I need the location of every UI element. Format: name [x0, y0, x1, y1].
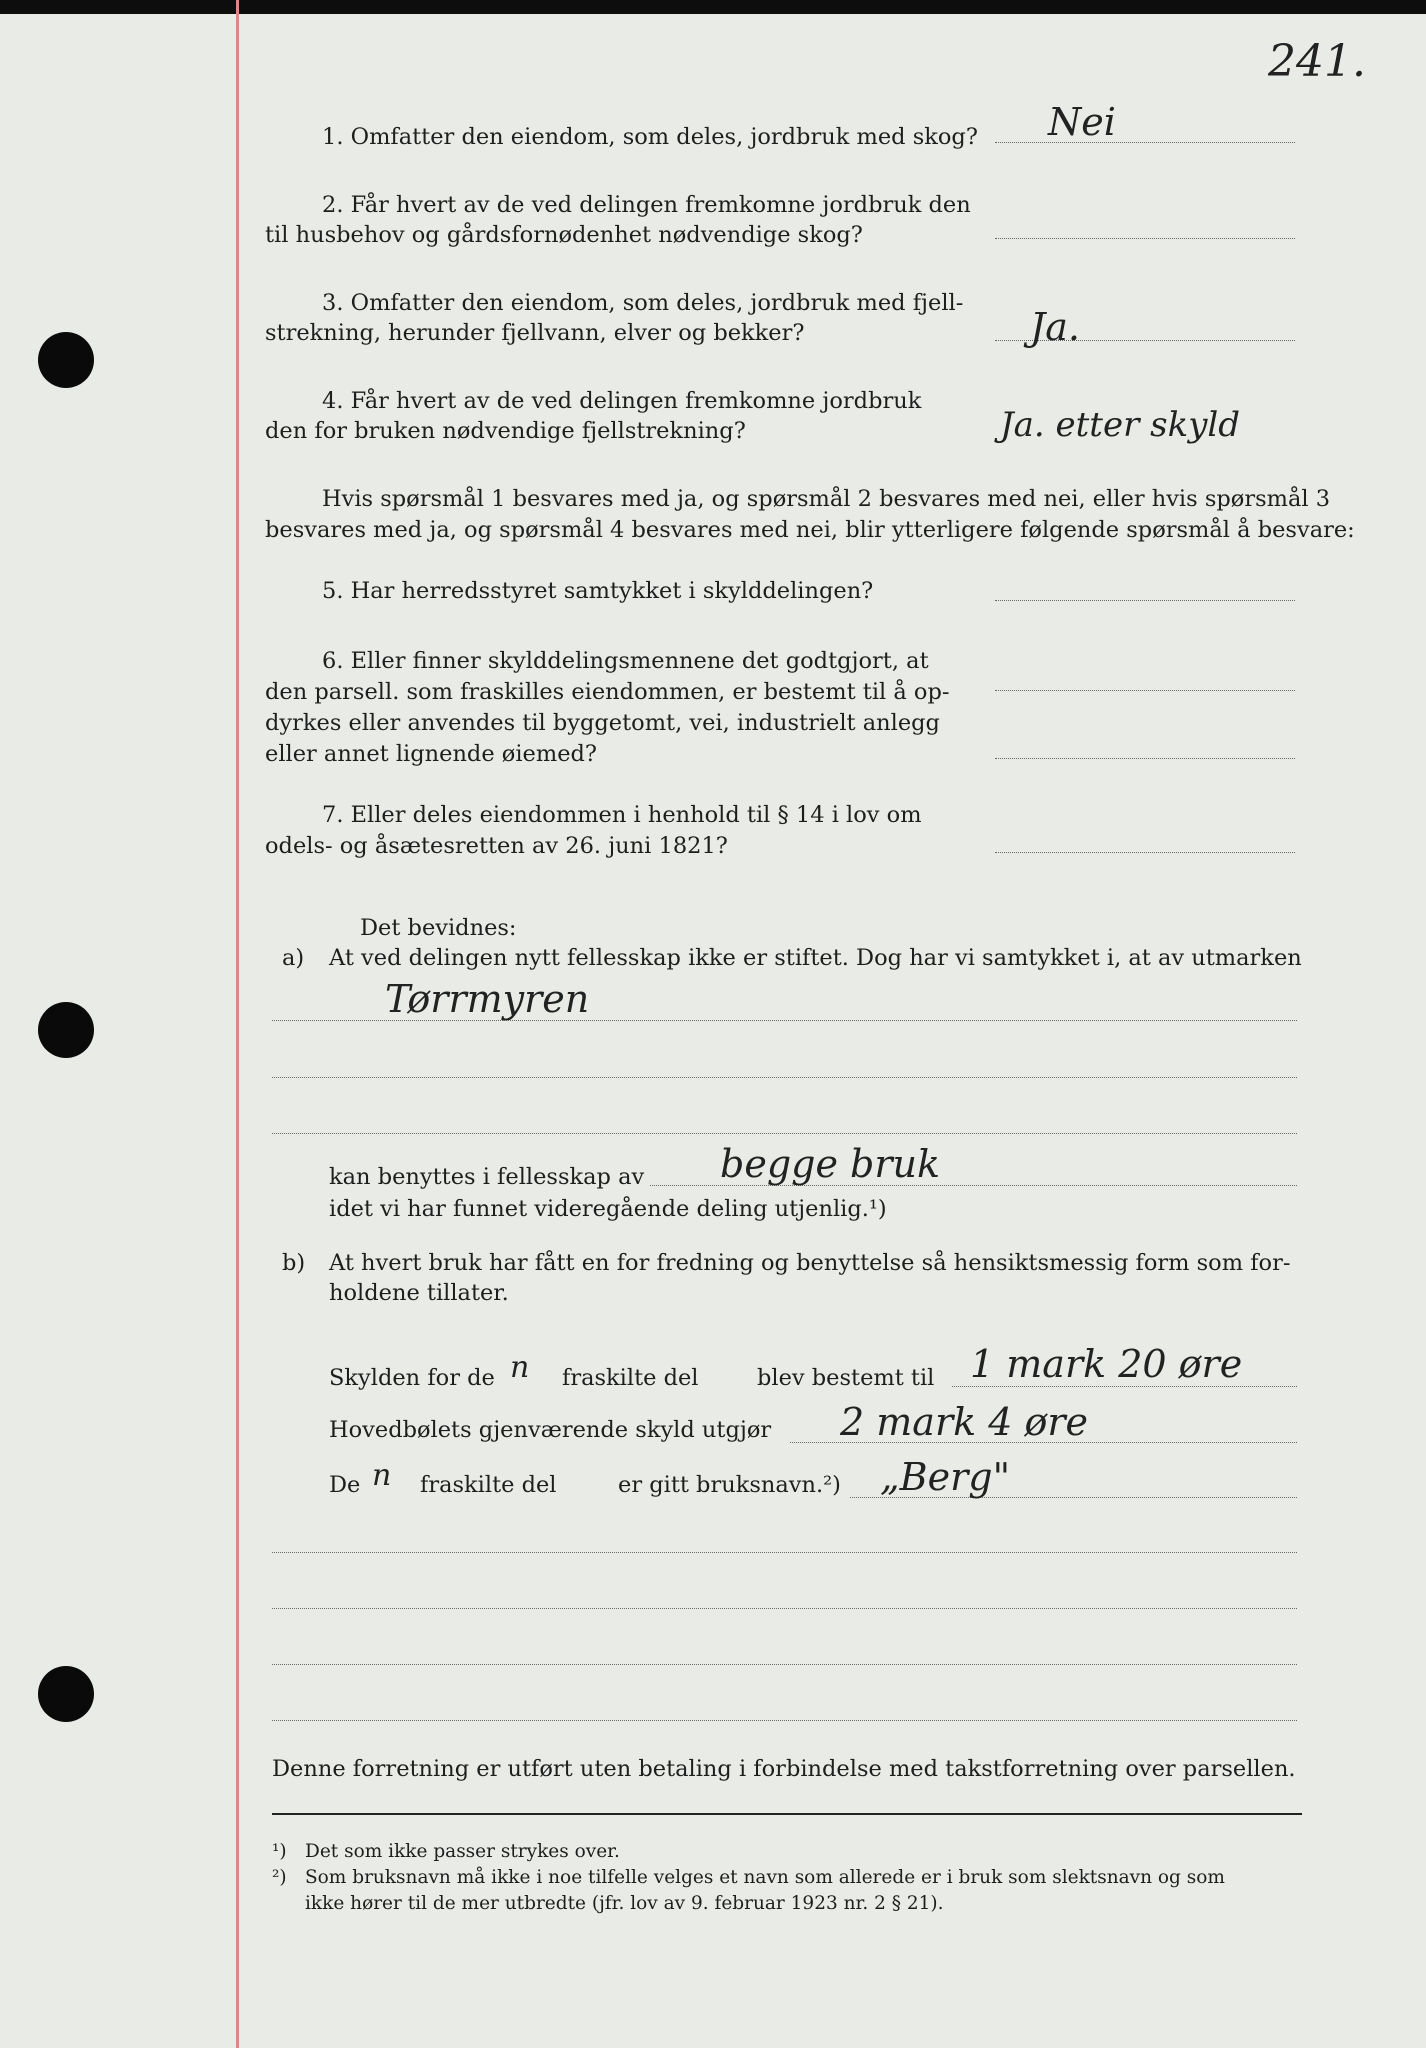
fill-line — [272, 1552, 1297, 1553]
footnote-1-text: Det som ikke passer strykes over. — [305, 1841, 620, 1862]
question-4-line-2: den for bruken nødvendige fjellstrekning? — [265, 418, 746, 444]
skyld-handwritten-suffix: n — [510, 1350, 530, 1385]
page-number: 241. — [1268, 36, 1366, 87]
navn-label-3: er gitt bruksnavn.²) — [618, 1472, 841, 1498]
section-b-line-1: At hvert bruk har fått en for fredning og benyttelse så hensiktsmessig form som for- — [329, 1250, 1291, 1276]
footnote-2-mark: ²) — [272, 1867, 287, 1888]
answer-line — [995, 142, 1295, 143]
question-6-line-4: eller annet lignende øiemed? — [265, 741, 597, 767]
fill-line — [952, 1386, 1297, 1387]
question-7-line-1: 7. Eller deles eiendommen i henhold til § 14 i lov om — [322, 802, 922, 828]
punch-hole — [38, 332, 94, 388]
footnote-2-line-2: ikke hører til de mer utbredte (jfr. lov av 9. februar 1923 nr. 2 § 21). — [305, 1893, 944, 1914]
fill-line — [272, 1608, 1297, 1609]
hoved-value-handwritten: 2 mark 4 øre — [840, 1400, 1089, 1444]
navn-handwritten-suffix: n — [372, 1458, 392, 1493]
answer-line — [995, 690, 1295, 691]
fill-line — [272, 1020, 1297, 1021]
margin-line — [236, 0, 239, 2048]
section-a-label: a) — [282, 945, 305, 971]
page-top-edge — [0, 0, 1426, 14]
fill-line — [272, 1133, 1297, 1134]
closing-statement: Denne forretning er utført uten betaling i forbindelse med takstforretning over parsellen. — [272, 1756, 1296, 1782]
section-b-label: b) — [282, 1250, 306, 1276]
question-2-line-1: 2. Får hvert av de ved delingen fremkomne jordbruk den — [322, 192, 971, 218]
question-4-line-1: 4. Får hvert av de ved delingen fremkomne jordbruk — [322, 388, 922, 414]
bevidnes-heading: Det bevidnes: — [360, 915, 517, 941]
fellesskap-note: idet vi har funnet videregående deling utjenlig.¹) — [329, 1196, 887, 1222]
punch-hole — [38, 1666, 94, 1722]
question-5: 5. Har herredsstyret samtykket i skylddelingen? — [322, 578, 874, 604]
question-6-line-2: den parsell. som fraskilles eiendommen, er bestemt til å op- — [265, 679, 950, 705]
question-6-line-3: dyrkes eller anvendes til byggetomt, vei, industrielt anlegg — [265, 710, 940, 736]
question-1: 1. Omfatter den eiendom, som deles, jordbruk med skog? — [322, 124, 978, 150]
fill-line — [272, 1077, 1297, 1078]
fill-line — [272, 1720, 1297, 1721]
answer-line — [995, 852, 1295, 853]
question-6-line-1: 6. Eller finner skylddelingsmennene det godtgjort, at — [322, 648, 929, 674]
condition-line-1: Hvis spørsmål 1 besvares med ja, og spørsmål 2 besvares med nei, eller hvis spørsmål 3 — [322, 486, 1331, 512]
question-2-line-2: til husbehov og gårdsfornødenhet nødvendige skog? — [265, 222, 863, 248]
punch-hole — [38, 1002, 94, 1058]
navn-label-2: fraskilte del — [420, 1472, 557, 1498]
section-a-text: At ved delingen nytt fellesskap ikke er stiftet. Dog har vi samtykket i, at av utmarken — [329, 945, 1302, 971]
footnote-rule — [272, 1813, 1302, 1815]
footnote-1-mark: ¹) — [272, 1841, 287, 1862]
answer-line — [995, 600, 1295, 601]
fill-line — [272, 1664, 1297, 1665]
answer-line — [995, 758, 1295, 759]
hoved-label: Hovedbølets gjenværende skyld utgjør — [329, 1417, 772, 1443]
answer-1-handwritten: Nei — [1048, 100, 1116, 144]
question-7-line-2: odels- og åsætesretten av 26. juni 1821? — [265, 833, 728, 859]
answer-3-handwritten: Ja. — [1030, 305, 1080, 349]
fellesskap-label: kan benyttes i fellesskap av — [329, 1164, 645, 1190]
footnote-2-line-1: Som bruksnavn må ikke i noe tilfelle velges et navn som allerede er i bruk som slektsnavn og som — [305, 1867, 1225, 1888]
navn-label-1: De — [329, 1472, 361, 1498]
utmark-handwritten: Tørrmyren — [385, 977, 590, 1021]
condition-line-2: besvares med ja, og spørsmål 4 besvares med nei, blir ytterligere følgende spørsmål å besvare: — [265, 517, 1355, 543]
skyld-value-handwritten: 1 mark 20 øre — [970, 1342, 1243, 1386]
question-3-line-2: strekning, herunder fjellvann, elver og bekker? — [265, 320, 805, 346]
question-3-line-1: 3. Omfatter den eiendom, som deles, jordbruk med fjell- — [322, 290, 964, 316]
skyld-label-3: blev bestemt til — [757, 1365, 935, 1391]
fellesskap-handwritten: begge bruk — [720, 1142, 941, 1186]
answer-4-handwritten: Ja. etter skyld — [1000, 405, 1241, 445]
answer-line — [995, 238, 1295, 239]
bruksnavn-handwritten: „Berg" — [880, 1455, 1011, 1499]
skyld-label-2: fraskilte del — [562, 1365, 699, 1391]
skyld-label-1: Skylden for de — [329, 1365, 495, 1391]
section-b-line-2: holdene tillater. — [329, 1280, 509, 1306]
